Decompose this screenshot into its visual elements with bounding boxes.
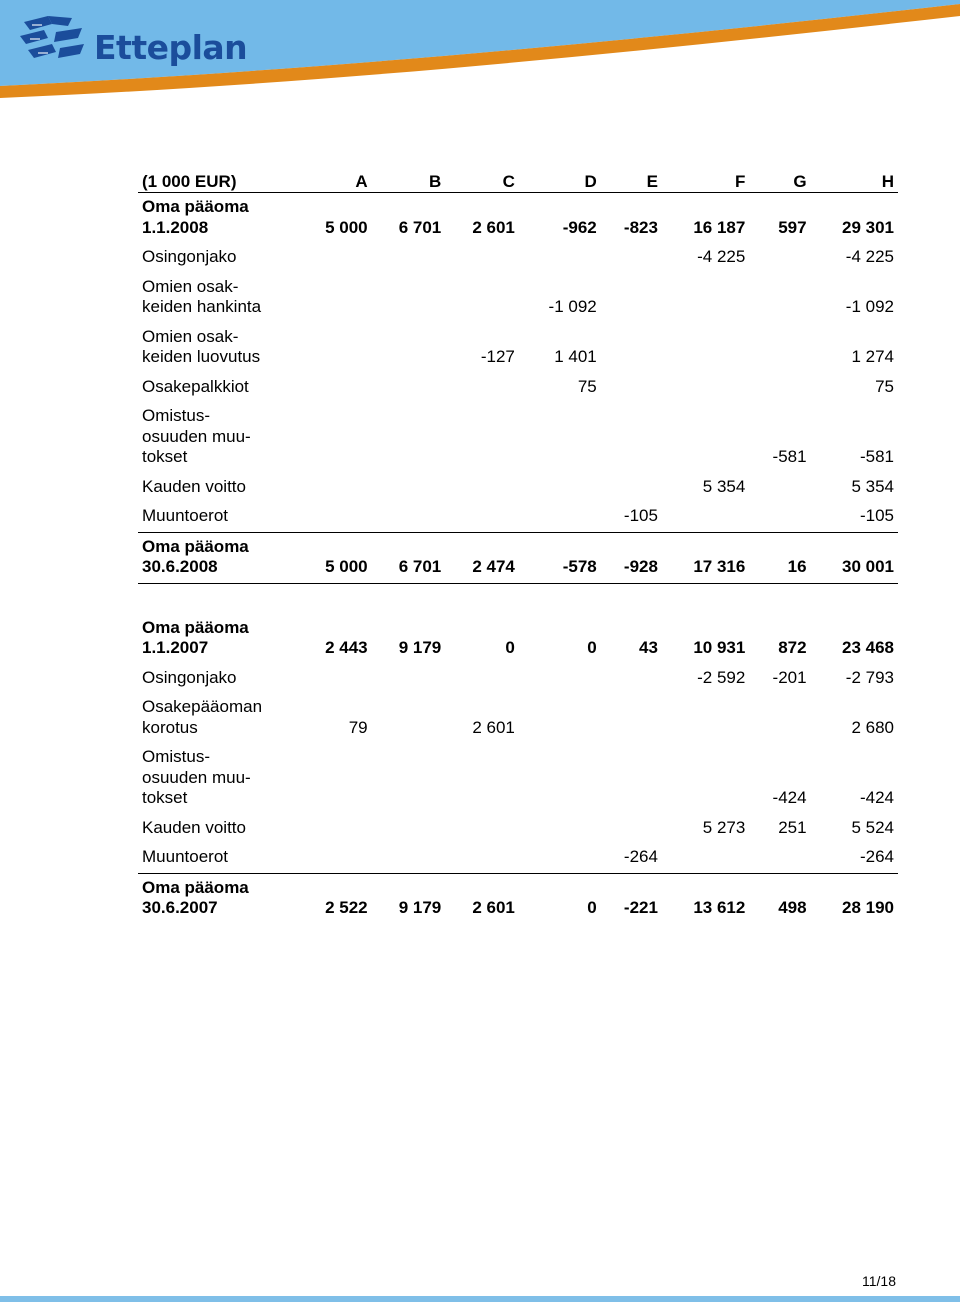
row-label-line: Kauden voitto [142,476,246,496]
cell-d: 1 401 [554,347,597,366]
equity-table [138,166,898,924]
cell-c [445,373,519,403]
cell-f [662,402,749,473]
cell-e: -823 [623,217,658,237]
cell-d [519,693,601,743]
cell-f [662,693,749,743]
cell-e [601,473,662,503]
cell-d: 0 [587,898,597,917]
cell-a [298,373,372,403]
cell-a [298,243,372,273]
cell-b [372,502,446,532]
cell-g [749,273,810,323]
cell-c: 0 [505,638,515,657]
row-label-line: Osingonjako [142,247,237,266]
cell-c: 2 601 [472,898,515,917]
column-header-g: G [749,166,810,193]
table-row [138,402,898,473]
cell-f: 17 316 [662,532,749,583]
page-number: 11/18 [862,1273,896,1289]
row-label-line: Omistus- [142,406,210,425]
cell-a [298,502,372,532]
cell-h: 1 274 [851,347,894,366]
cell-g: 498 [778,898,807,917]
table-row [138,473,898,503]
cell-g [749,473,810,503]
cell-h: -105 [811,502,898,532]
cell-d [519,664,601,694]
row-label-line: korotus [142,717,198,737]
cell-c [445,273,519,323]
row-label [138,193,298,244]
cell-a [298,273,372,323]
cell-e [601,273,662,323]
column-header-f: F [662,166,749,193]
cell-g [749,843,810,873]
row-label-line: Omien osak- [142,326,239,346]
column-header-d: D [519,166,601,193]
cell-f: 5 354 [702,476,746,496]
cell-c [445,473,519,503]
cell-d [519,743,601,814]
cell-d [519,243,601,273]
row-label [138,664,298,694]
row-label-line: 1.1.2008 [142,217,209,237]
cell-g: 16 [749,532,810,583]
row-label-line: 30.6.2008 [142,557,218,576]
row-label-line: osuuden muu- [142,767,251,787]
cell-c [445,243,519,273]
cell-f [662,273,749,323]
row-label [138,502,298,532]
column-header-e: E [601,166,662,193]
cell-e [601,693,662,743]
column-header-unit: (1 000 EUR) [138,166,298,193]
row-label-line: Osakepääoman [142,697,263,716]
cell-d: -578 [519,532,601,583]
cell-g [749,502,810,532]
cell-a: 2 443 [325,638,368,657]
column-header-b: B [372,166,446,193]
cell-a [298,323,372,373]
table-row [138,502,898,532]
cell-a [298,843,372,873]
cell-d [519,843,601,873]
column-header-c: C [445,166,519,193]
row-label-line: Kauden voitto [142,817,246,837]
row-label [138,693,298,743]
cell-b [372,814,446,844]
cell-a [298,814,372,844]
cell-b [372,323,446,373]
row-label-line: Oma pääoma [142,536,249,556]
column-header-a: A [298,166,372,193]
row-label [138,402,298,473]
table-body [138,193,898,924]
cell-g [749,693,810,743]
cell-b: 6 701 [372,532,446,583]
row-label-line: Osakepalkkiot [142,376,249,396]
cell-e [601,664,662,694]
cell-a: 5 000 [298,532,372,583]
brand-name: Etteplan [94,28,248,67]
cell-f [662,373,749,403]
cell-g [749,323,810,373]
cell-b [372,473,446,503]
cell-h: 29 301 [842,217,894,237]
cell-b: 9 179 [398,898,442,917]
cell-f: 13 612 [693,898,746,917]
cell-e [601,243,662,273]
row-label [138,743,298,814]
cell-g: 597 [778,217,807,237]
table-row [138,193,898,244]
cell-b [372,373,446,403]
cell-h: 5 524 [851,817,894,837]
cell-g: 872 [778,638,807,657]
table-row [138,843,898,873]
etteplan-logo [18,14,258,74]
table-row [138,273,898,323]
cell-c [445,814,519,844]
row-label-line: Muuntoerot [142,506,228,525]
cell-c: -127 [480,347,515,366]
table-row [138,693,898,743]
cell-h: 5 354 [851,476,894,496]
cell-b [372,743,446,814]
cell-c [445,743,519,814]
cell-c [445,664,519,694]
table-row [138,873,898,924]
table-row [138,664,898,694]
cell-a: 79 [348,717,368,737]
cell-d: -1 092 [548,297,597,316]
cell-e [601,323,662,373]
spacer-cell [138,583,898,614]
table-row [138,614,898,664]
row-label-line: Muuntoerot [142,847,228,866]
cell-e [601,814,662,844]
row-label [138,473,298,503]
cell-g: -201 [772,667,807,687]
table-row [138,323,898,373]
table-row [138,243,898,273]
cell-d: 75 [577,376,597,396]
table-row [138,814,898,844]
row-label-line: Oma pääoma [142,197,249,216]
cell-f [662,323,749,373]
row-label [138,323,298,373]
row-label-line: Oma pääoma [142,617,249,637]
cell-h: -424 [859,788,894,807]
row-label [138,243,298,273]
cell-c [445,402,519,473]
cell-f [662,502,749,532]
row-label [138,614,298,664]
cell-e: 43 [639,638,658,657]
cell-c [445,502,519,532]
column-header-row [138,166,898,193]
cell-a: 5 000 [325,217,368,237]
cell-b [372,273,446,323]
row-label-line: tokset [142,788,188,807]
cell-d: 0 [587,638,597,657]
cell-h: 75 [875,376,894,396]
row-label-line: keiden luovutus [142,347,261,366]
cell-b [372,693,446,743]
cell-c: 2 601 [472,717,515,737]
row-label [138,273,298,323]
cell-f: 5 273 [702,817,746,837]
row-label [138,843,298,873]
section-spacer [138,583,898,614]
cell-d: -962 [562,217,597,237]
row-label-line: 1.1.2007 [142,638,209,657]
cell-h: 28 190 [842,898,894,917]
cell-c [445,843,519,873]
cell-e: -105 [601,502,662,532]
cell-e [601,743,662,814]
cell-b [372,243,446,273]
cell-a [298,473,372,503]
row-label [138,532,298,583]
row-label-line: 30.6.2007 [142,898,218,917]
column-header-h: H [811,166,898,193]
cell-e: -264 [601,843,662,873]
cell-c: 2 474 [445,532,519,583]
cell-h: -4 225 [845,247,894,266]
cell-a [298,743,372,814]
cell-a [298,402,372,473]
cell-h: -264 [811,843,898,873]
table-row [138,743,898,814]
row-label-line: Oma pääoma [142,877,249,897]
cell-f [662,743,749,814]
row-label [138,814,298,844]
cell-b [372,664,446,694]
cell-d [519,814,601,844]
cell-f: -4 225 [697,247,746,266]
row-label [138,373,298,403]
cell-d [519,502,601,532]
cell-e [601,402,662,473]
cell-h: -581 [859,447,894,466]
row-label-line: tokset [142,447,188,466]
cell-b: 6 701 [398,217,442,237]
cell-f: 10 931 [693,638,746,657]
cell-g [749,243,810,273]
cell-h: 23 468 [842,638,894,657]
cell-f [662,843,749,873]
row-label-line: Osingonjako [142,667,237,687]
cell-a: 2 522 [325,898,368,917]
cell-a [298,664,372,694]
cell-b: 9 179 [398,638,442,657]
cell-e [601,373,662,403]
cell-e: -928 [601,532,662,583]
row-label-line: Omien osak- [142,276,239,296]
logo-emblem-icon [18,14,90,66]
cell-d [519,473,601,503]
cell-d [519,402,601,473]
row-label [138,873,298,924]
footer-bar [0,1296,960,1302]
cell-h: 30 001 [811,532,898,583]
row-label-line: Omistus- [142,747,210,766]
cell-h: -1 092 [845,297,894,316]
cell-c: 2 601 [472,217,515,237]
cell-g: -581 [772,447,807,466]
cell-g: -424 [772,788,807,807]
cell-g [749,373,810,403]
cell-f: 16 187 [693,217,746,237]
cell-e: -221 [623,898,658,917]
cell-h: 2 680 [851,717,894,737]
table-row [138,532,898,583]
cell-b [372,843,446,873]
cell-h: -2 793 [845,667,894,687]
cell-g: 251 [778,817,807,837]
cell-b [372,402,446,473]
row-label-line: osuuden muu- [142,426,251,446]
row-label-line: keiden hankinta [142,297,262,316]
table-row [138,373,898,403]
cell-f: -2 592 [697,667,746,687]
